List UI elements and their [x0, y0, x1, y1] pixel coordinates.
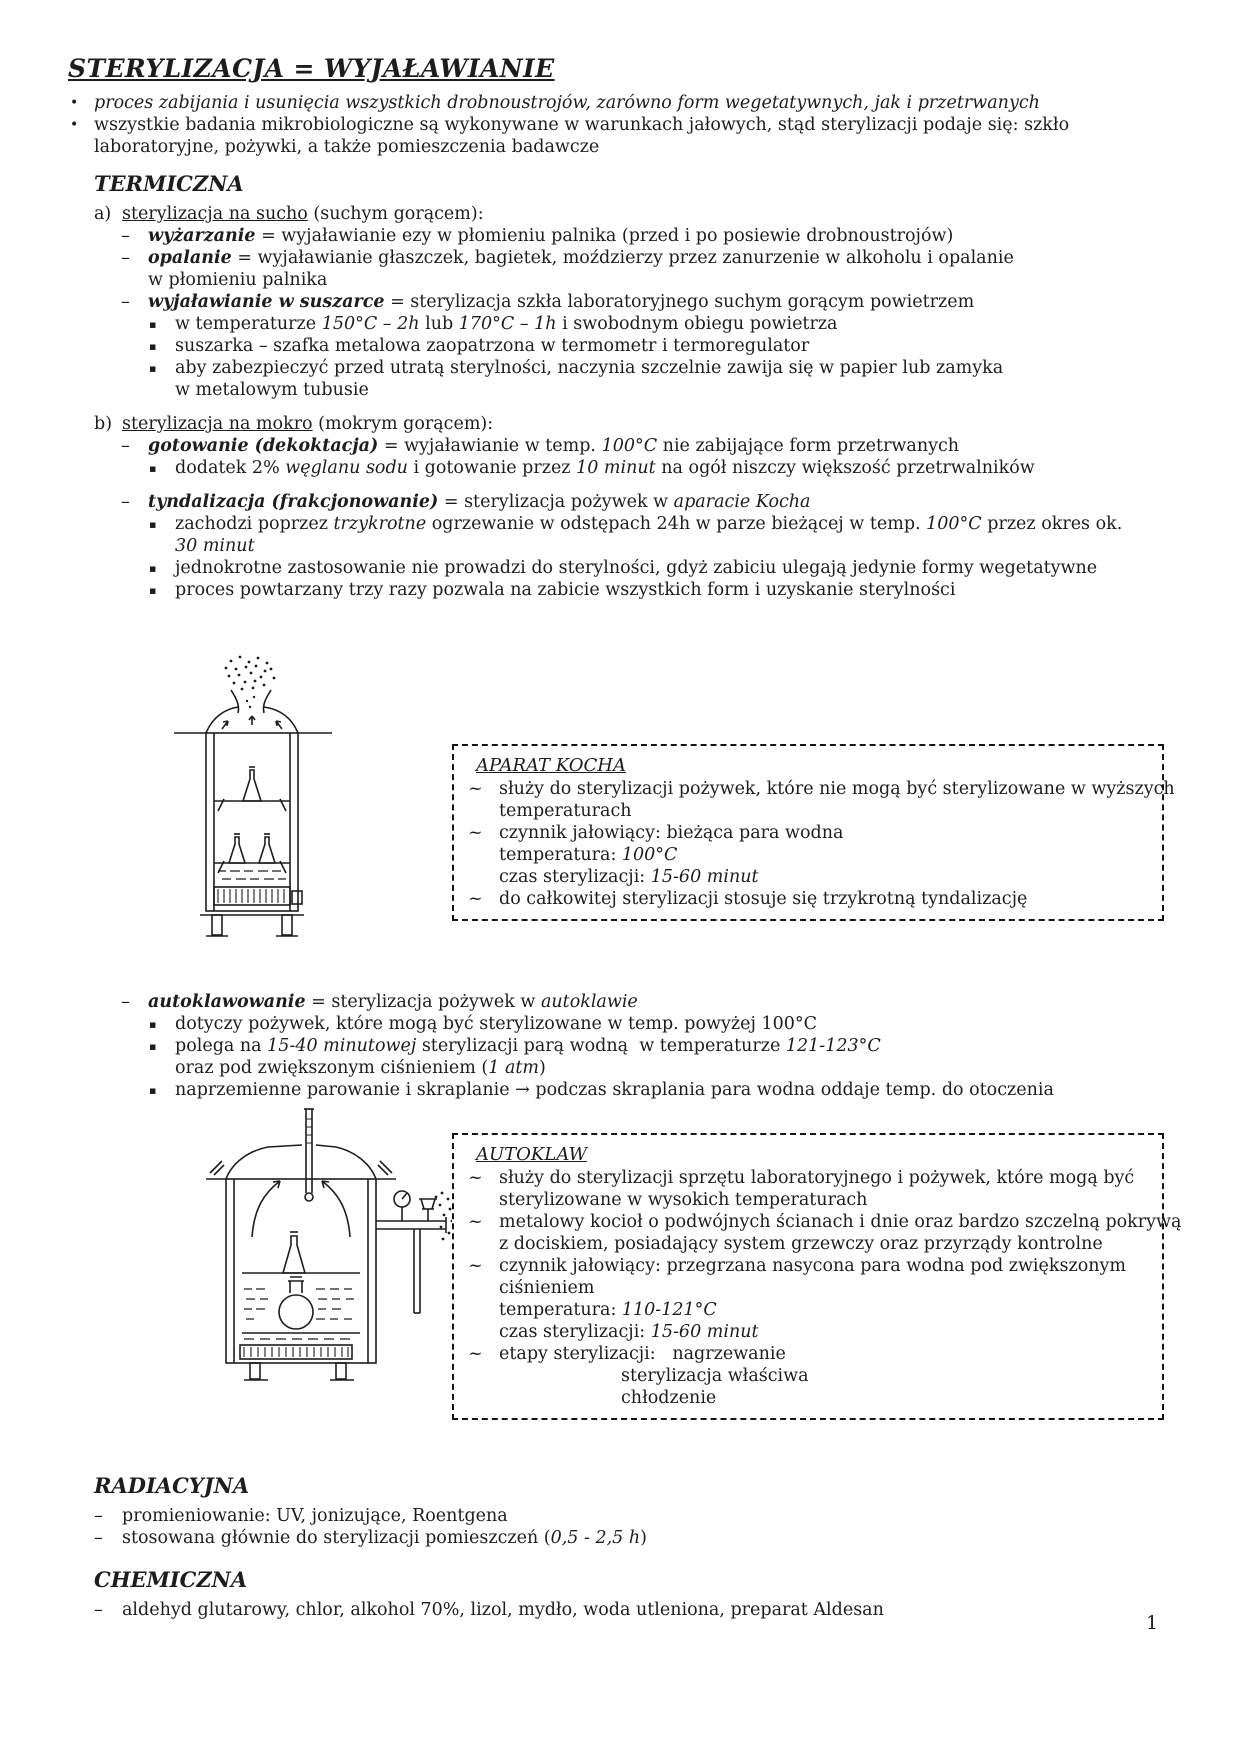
text-segment: sterylizowane w wysokich temperaturach — [499, 1190, 868, 1210]
list-marker: ~ — [468, 779, 483, 799]
text-line — [454, 1277, 1162, 1299]
text-line — [94, 557, 1180, 579]
text-segment: sterylizacja właściwa — [621, 1366, 809, 1386]
list-marker: ▪ — [149, 584, 157, 597]
text-segment: = sterylizacja pożywek w — [438, 492, 674, 512]
text-segment: czynnik jałowiący: przegrzana nasycona para wodna pod zwiększonym — [499, 1256, 1126, 1276]
list-marker: – — [94, 1506, 103, 1526]
koch-box-list — [454, 778, 1175, 910]
text-segment: służy do sterylizacji pożywek, które nie mogą być sterylizowane w wyższych — [499, 779, 1175, 799]
text-segment: w temperaturze — [175, 314, 322, 334]
list-marker: – — [121, 226, 130, 246]
text-line — [94, 313, 1180, 335]
text-line — [94, 1599, 1180, 1621]
text-segment: i swobodnym obiegu powietrza — [556, 314, 838, 334]
text-segment: 1 atm — [488, 1058, 540, 1078]
list-marker: ~ — [468, 1344, 483, 1364]
text-segment: zachodzi poprzez — [175, 514, 334, 534]
text-segment: w metalowym tubusie — [175, 380, 369, 400]
list-marker: ▪ — [149, 518, 157, 531]
text-line — [454, 800, 1162, 822]
text-segment: aparacie Kocha — [673, 492, 811, 512]
text-segment: chłodzenie — [621, 1388, 717, 1408]
text-segment: etapy sterylizacji: nagrzewanie — [499, 1344, 786, 1364]
section-termiczna — [94, 171, 1180, 1457]
termiczna-list — [94, 203, 1180, 601]
text-line — [94, 203, 1180, 225]
text-segment: 100°C — [601, 436, 658, 456]
autoklaw-box-title: AUTOKLAW — [476, 1144, 588, 1165]
text-segment: ogrzewanie w odstępach 24h w parze bieżącej w temp. — [426, 514, 927, 534]
text-line — [94, 513, 1180, 535]
list-marker: ~ — [468, 1212, 483, 1232]
text-segment: 30 minut — [175, 536, 255, 556]
list-marker: ▪ — [149, 318, 157, 331]
autoklaw-info-box — [452, 1133, 1182, 1420]
text-line — [94, 225, 1180, 247]
text-line — [454, 1255, 1162, 1277]
text-line — [454, 822, 1162, 844]
text-segment: 10 minut — [576, 458, 656, 478]
text-segment: wyjaławianie w suszarce — [148, 292, 385, 312]
text-segment: trzykrotne — [333, 514, 427, 534]
text-segment: (suchym gorącem): — [307, 204, 484, 224]
koch-info-box — [452, 744, 1175, 921]
list-marker: ▪ — [149, 362, 157, 375]
text-segment: 150°C – 2h — [321, 314, 420, 334]
list-marker: ~ — [468, 823, 483, 843]
text-line — [94, 1035, 1180, 1057]
section-chemiczna — [94, 1567, 1180, 1621]
text-segment: opalanie — [148, 248, 232, 268]
radiacyjna-list — [94, 1505, 1180, 1549]
section-heading-termiczna: TERMICZNA — [94, 171, 244, 196]
text-line — [94, 357, 1180, 379]
list-marker: ~ — [468, 889, 483, 909]
text-line — [454, 1189, 1162, 1211]
text-segment: stosowana głównie do sterylizacji pomieszczeń ( — [122, 1528, 551, 1548]
list-marker: ~ — [468, 1168, 483, 1188]
text-segment: czas sterylizacji: — [499, 1322, 651, 1342]
text-line — [94, 247, 1180, 269]
text-line — [454, 1299, 1162, 1321]
text-segment: dotyczy pożywek, które mogą być sterylizowane w temp. powyżej 100°C — [175, 1014, 818, 1034]
text-segment: suszarka – szafka metalowa zaopatrzona w termometr i termoregulator — [175, 336, 810, 356]
list-marker: ▪ — [149, 1040, 157, 1053]
text-line — [94, 269, 1180, 291]
text-line — [68, 114, 1180, 136]
text-segment: w płomieniu palnika — [148, 270, 328, 290]
text-line — [94, 1013, 1180, 1035]
text-segment: 100°C — [621, 845, 678, 865]
list-marker: – — [121, 436, 130, 456]
list-marker: ▪ — [149, 1084, 157, 1097]
list-marker: ▪ — [149, 1018, 157, 1031]
text-segment: gotowanie (dekoktacja) — [148, 436, 379, 456]
text-line — [454, 844, 1162, 866]
section-heading-chemiczna: CHEMICZNA — [94, 1567, 248, 1592]
text-segment: promieniowanie: UV, jonizujące, Roentgena — [122, 1506, 508, 1526]
text-line — [94, 413, 1180, 435]
text-line — [94, 457, 1180, 479]
text-segment: czas sterylizacji: — [499, 867, 651, 887]
page-title: STERYLIZACJA = WYJAŁAWIANIE — [68, 54, 555, 83]
text-segment: naprzemienne parowanie i skraplanie → podczas skraplania para wodna oddaje temp. do otoczenia — [175, 1080, 1054, 1100]
text-segment: i gotowanie przez — [407, 458, 577, 478]
text-line — [454, 1233, 1162, 1255]
list-marker: – — [94, 1528, 103, 1548]
text-line — [454, 866, 1162, 888]
list-marker: – — [121, 292, 130, 312]
koch-vessel-outline — [174, 690, 332, 936]
autoklaw-list — [94, 991, 1180, 1101]
text-line — [94, 491, 1180, 513]
text-segment: 121-123°C — [785, 1036, 881, 1056]
list-marker: a) — [94, 204, 112, 224]
text-line — [454, 1365, 1162, 1387]
text-segment: 15-60 minut — [650, 867, 759, 887]
text-segment: sterylizacji parą wodną w temperaturze — [416, 1036, 786, 1056]
text-segment: sterylizacja na mokro — [122, 414, 313, 434]
text-segment: wyżarzanie — [148, 226, 256, 246]
text-segment: z dociskiem, posiadający system grzewczy oraz przyrządy kontrolne — [499, 1234, 1103, 1254]
text-segment: oraz pod zwiększonym ciśnieniem ( — [175, 1058, 489, 1078]
text-segment: polega na — [175, 1036, 268, 1056]
text-segment: ) — [539, 1058, 546, 1078]
text-segment: autoklawie — [540, 992, 638, 1012]
text-segment: laboratoryjne, pożywki, a także pomieszczenia badawcze — [94, 137, 600, 157]
text-line — [94, 991, 1180, 1013]
text-segment: = wyjaławianie głaszczek, bagietek, moździerzy przez zanurzenie w alkoholu i opalanie — [231, 248, 1014, 268]
text-line — [454, 888, 1162, 910]
section-heading-radiacyjna: RADIACYJNA — [94, 1473, 250, 1498]
list-marker: – — [121, 992, 130, 1012]
text-line — [94, 379, 1180, 401]
text-line — [454, 1211, 1182, 1233]
autoclave-outline — [206, 1109, 446, 1380]
text-segment: nie zabijające form przetrwanych — [657, 436, 960, 456]
page-number: 1 — [1146, 1612, 1159, 1634]
text-line — [94, 435, 1180, 457]
text-line — [94, 335, 1180, 357]
text-segment: sterylizacja na sucho — [122, 204, 308, 224]
intro-bullet-list — [68, 92, 1180, 158]
list-marker: ▪ — [149, 462, 157, 475]
list-marker: • — [70, 95, 79, 111]
text-segment: dodatek 2% — [175, 458, 286, 478]
autoklaw-figure-row — [94, 1105, 1180, 1457]
koch-box-title: APARAT KOCHA — [476, 755, 626, 776]
list-marker: – — [121, 248, 130, 268]
text-segment: lub — [419, 314, 459, 334]
text-segment: proces powtarzany trzy razy pozwala na zabicie wszystkich form i uzyskanie sterylności — [175, 580, 956, 600]
text-segment: 110-121°C — [621, 1300, 717, 1320]
text-segment: wszystkie badania mikrobiologiczne są wykonywane w warunkach jałowych, stąd sterylizacji podaje się: szkło — [94, 115, 1070, 135]
text-line — [68, 92, 1180, 114]
list-marker: ▪ — [149, 340, 157, 353]
list-marker: ~ — [468, 1256, 483, 1276]
text-segment: 15-60 minut — [650, 1322, 759, 1342]
text-segment: temperatura: — [499, 1300, 622, 1320]
text-segment: aldehyd glutarowy, chlor, alkohol 70%, lizol, mydło, woda utleniona, preparat Aldesan — [122, 1600, 884, 1620]
steam-dots — [225, 656, 276, 709]
text-line — [94, 1505, 1180, 1527]
text-segment: przez okres ok. — [981, 514, 1123, 534]
text-segment: = sterylizacja pożywek w — [305, 992, 541, 1012]
text-segment: metalowy kocioł o podwójnych ścianach i dnie oraz bardzo szczelną pokrywą — [499, 1212, 1182, 1232]
text-segment: = sterylizacja szkła laboratoryjnego suchym gorącym powietrzem — [384, 292, 975, 312]
text-segment: ciśnieniem — [499, 1278, 595, 1298]
text-line — [454, 1321, 1162, 1343]
text-line — [454, 778, 1175, 800]
koch-apparatus-illustration — [168, 653, 338, 958]
autoclave-illustration — [190, 1105, 460, 1390]
text-line — [454, 1387, 1162, 1409]
text-line — [94, 291, 1180, 313]
text-line — [94, 1079, 1180, 1101]
text-segment: służy do sterylizacji sprzętu laboratoryjnego i pożywek, które mogą być — [499, 1168, 1135, 1188]
text-segment: temperatura: — [499, 845, 622, 865]
text-line — [94, 535, 1180, 557]
list-marker: – — [121, 492, 130, 512]
text-segment: tyndalizacja (frakcjonowanie) — [148, 492, 439, 512]
text-segment: do całkowitej sterylizacji stosuje się trzykrotną tyndalizację — [499, 889, 1028, 909]
text-segment: temperaturach — [499, 801, 632, 821]
text-line — [94, 579, 1180, 601]
text-segment: ) — [640, 1528, 647, 1548]
text-line — [454, 1167, 1162, 1189]
koch-figure-row — [94, 601, 1180, 991]
list-marker: b) — [94, 414, 113, 434]
text-segment: jednokrotne zastosowanie nie prowadzi do sterylności, gdyż zabiciu ulegają jedynie formy wegetatywne — [175, 558, 1098, 578]
text-segment: = wyjaławianie ezy w płomieniu palnika (przed i po posiewie drobnoustrojów) — [255, 226, 954, 246]
text-segment: aby zabezpieczyć przed utratą sterylności, naczynia szczelnie zawija się w papier lub zamyka — [175, 358, 1004, 378]
text-segment: 100°C — [926, 514, 982, 534]
list-marker: – — [94, 1600, 103, 1620]
section-radiacyjna — [94, 1473, 1180, 1549]
text-line — [454, 1343, 1162, 1365]
text-line — [94, 1057, 1180, 1079]
list-marker: ▪ — [149, 562, 157, 575]
text-segment: autoklawowanie — [148, 992, 306, 1012]
text-segment: 0,5 - 2,5 h — [550, 1528, 641, 1548]
text-segment: czynnik jałowiący: bieżąca para wodna — [499, 823, 844, 843]
text-segment: proces zabijania i usunięcia wszystkich drobnoustrojów, zarówno form wegetatywnych, jak i przetrwanych — [94, 93, 1040, 113]
text-segment: (mokrym gorącem): — [312, 414, 494, 434]
autoklaw-box-list — [454, 1167, 1182, 1409]
text-segment: = wyjaławianie w temp. — [378, 436, 602, 456]
text-segment: 15-40 minutowej — [267, 1036, 417, 1056]
text-line — [68, 136, 1180, 158]
text-segment: 170°C – 1h — [458, 314, 557, 334]
text-line — [94, 1527, 1180, 1549]
text-segment: na ogół niszczy większość przetrwalników — [655, 458, 1035, 478]
text-segment: węglanu sodu — [285, 458, 408, 478]
chemiczna-list — [94, 1599, 1180, 1621]
list-marker: • — [70, 117, 79, 133]
